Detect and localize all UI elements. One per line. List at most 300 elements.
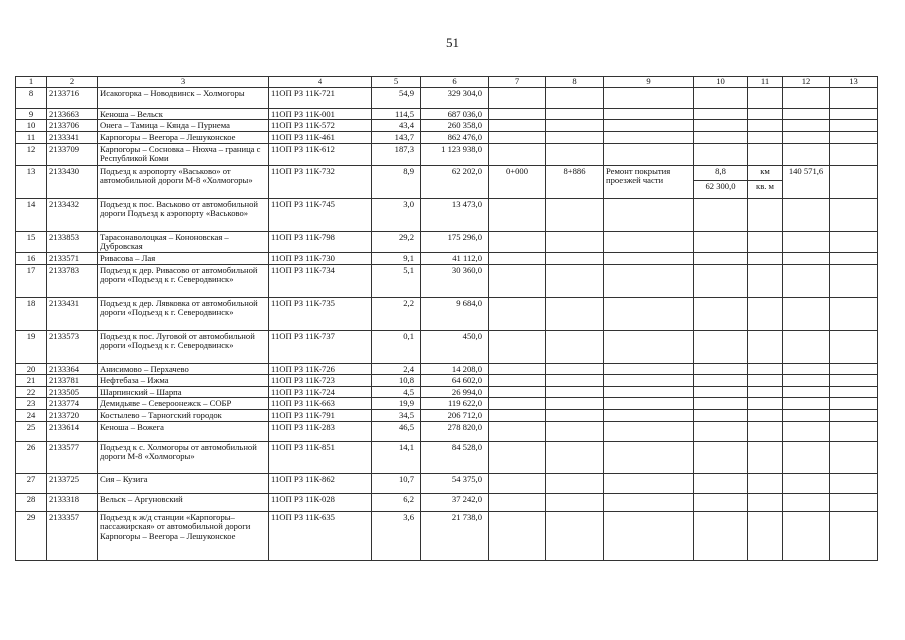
road-name: Исакогорка – Новодвинск – Холмогоры — [98, 87, 269, 108]
work-volume — [694, 231, 748, 252]
note — [830, 120, 878, 132]
road-length: 5,1 — [372, 264, 421, 297]
end-km — [546, 87, 604, 108]
work-unit — [748, 441, 783, 473]
work-cost — [783, 198, 830, 231]
end-km — [546, 511, 604, 560]
column-header: 5 — [372, 77, 421, 88]
work-volume-sqm: 62 300,0 — [694, 180, 747, 192]
work-unit — [748, 108, 783, 120]
road-code: 2133364 — [47, 363, 98, 375]
work-cost: 140 571,6 — [783, 165, 830, 198]
work-volume — [694, 252, 748, 264]
note — [830, 131, 878, 143]
work-cost — [783, 252, 830, 264]
row-number: 29 — [16, 511, 47, 560]
road-value: 13 473,0 — [421, 198, 489, 231]
table-row — [16, 375, 878, 387]
road-code: 2133709 — [47, 143, 98, 165]
work-volume — [694, 131, 748, 143]
road-code: 2133720 — [47, 409, 98, 421]
road-id: 11ОП РЗ 11К-745 — [269, 198, 372, 231]
road-name: Нефтебаза – Ижма — [98, 375, 269, 387]
work-volume — [694, 198, 748, 231]
row-number: 8 — [16, 87, 47, 108]
road-id: 11ОП РЗ 11К-283 — [269, 421, 372, 441]
road-length: 3,0 — [372, 198, 421, 231]
work-type — [604, 386, 694, 398]
work-type — [604, 231, 694, 252]
note — [830, 409, 878, 421]
column-header: 7 — [489, 77, 546, 88]
work-unit — [748, 386, 783, 398]
road-id: 11ОП РЗ 11К-732 — [269, 165, 372, 198]
row-number: 21 — [16, 375, 47, 387]
work-unit — [748, 87, 783, 108]
note — [830, 386, 878, 398]
work-cost — [783, 264, 830, 297]
end-km — [546, 231, 604, 252]
work-unit — [748, 143, 783, 165]
column-header: 13 — [830, 77, 878, 88]
end-km — [546, 143, 604, 165]
work-volume — [694, 120, 748, 132]
road-length: 9,1 — [372, 252, 421, 264]
column-header: 6 — [421, 77, 489, 88]
road-value: 54 375,0 — [421, 473, 489, 493]
road-name: Подъезд к дер. Лявковка от автомобильной дороги «Подъезд к г. Северодвинск» — [98, 297, 269, 330]
work-type — [604, 473, 694, 493]
end-km — [546, 398, 604, 410]
work-type — [604, 441, 694, 473]
road-id: 11ОП РЗ 11К-730 — [269, 252, 372, 264]
work-type — [604, 252, 694, 264]
road-value: 26 994,0 — [421, 386, 489, 398]
road-name: Подъезд к пос. Луговой от автомобильной дороги «Подъезд к г. Северодвинск» — [98, 330, 269, 363]
column-header: 11 — [748, 77, 783, 88]
start-km — [489, 473, 546, 493]
row-number: 16 — [16, 252, 47, 264]
work-unit — [748, 473, 783, 493]
note — [830, 473, 878, 493]
road-id: 11ОП РЗ 11К-028 — [269, 493, 372, 511]
start-km — [489, 398, 546, 410]
work-unit — [748, 421, 783, 441]
row-number: 12 — [16, 143, 47, 165]
road-id: 11ОП РЗ 11К-612 — [269, 143, 372, 165]
end-km — [546, 330, 604, 363]
road-id: 11ОП РЗ 11К-862 — [269, 473, 372, 493]
note — [830, 143, 878, 165]
work-volume — [694, 143, 748, 165]
road-name: Ривасова – Лая — [98, 252, 269, 264]
work-volume — [694, 165, 748, 198]
work-cost — [783, 398, 830, 410]
work-unit — [748, 297, 783, 330]
row-number: 25 — [16, 421, 47, 441]
road-code: 2133432 — [47, 198, 98, 231]
road-length: 19,9 — [372, 398, 421, 410]
work-cost — [783, 143, 830, 165]
road-length: 6,2 — [372, 493, 421, 511]
start-km — [489, 330, 546, 363]
work-type — [604, 264, 694, 297]
note — [830, 398, 878, 410]
work-type — [604, 511, 694, 560]
road-length: 3,6 — [372, 511, 421, 560]
table-row — [16, 143, 878, 165]
table-row — [16, 330, 878, 363]
road-code: 2133725 — [47, 473, 98, 493]
note — [830, 493, 878, 511]
work-volume-km: 8,8 — [715, 165, 726, 176]
road-value: 84 528,0 — [421, 441, 489, 473]
table-row — [16, 120, 878, 132]
road-value: 206 712,0 — [421, 409, 489, 421]
work-type — [604, 120, 694, 132]
row-number: 19 — [16, 330, 47, 363]
work-volume — [694, 375, 748, 387]
work-unit — [748, 330, 783, 363]
road-value: 37 242,0 — [421, 493, 489, 511]
row-number: 24 — [16, 409, 47, 421]
end-km — [546, 441, 604, 473]
work-cost — [783, 120, 830, 132]
road-length: 54,9 — [372, 87, 421, 108]
road-code: 2133774 — [47, 398, 98, 410]
road-id: 11ОП РЗ 11К-461 — [269, 131, 372, 143]
road-length: 187,3 — [372, 143, 421, 165]
road-length: 143,7 — [372, 131, 421, 143]
road-id: 11ОП РЗ 11К-726 — [269, 363, 372, 375]
end-km — [546, 421, 604, 441]
note — [830, 108, 878, 120]
work-type — [604, 330, 694, 363]
road-value: 862 476,0 — [421, 131, 489, 143]
table-row — [16, 409, 878, 421]
road-name: Кеноша – Вельск — [98, 108, 269, 120]
work-volume — [694, 421, 748, 441]
road-code: 2133614 — [47, 421, 98, 441]
column-header: 4 — [269, 77, 372, 88]
road-code: 2133783 — [47, 264, 98, 297]
table-row — [16, 198, 878, 231]
road-code: 2133781 — [47, 375, 98, 387]
road-length: 114,5 — [372, 108, 421, 120]
end-km — [546, 363, 604, 375]
end-km — [546, 131, 604, 143]
road-name: Подъезд к пос. Васьково от автомобильной дороги Подъезд к аэропорту «Васьково» — [98, 198, 269, 231]
road-value: 260 358,0 — [421, 120, 489, 132]
road-name: Анисимово – Перхачево — [98, 363, 269, 375]
start-km — [489, 493, 546, 511]
road-value: 30 360,0 — [421, 264, 489, 297]
work-volume — [694, 264, 748, 297]
road-id: 11ОП РЗ 11К-001 — [269, 108, 372, 120]
note — [830, 87, 878, 108]
work-cost — [783, 409, 830, 421]
end-km — [546, 409, 604, 421]
table-row — [16, 386, 878, 398]
road-value: 9 684,0 — [421, 297, 489, 330]
road-value: 119 622,0 — [421, 398, 489, 410]
work-unit — [748, 131, 783, 143]
road-value: 278 820,0 — [421, 421, 489, 441]
work-cost — [783, 231, 830, 252]
road-id: 11ОП РЗ 11К-737 — [269, 330, 372, 363]
work-unit — [748, 493, 783, 511]
road-value: 329 304,0 — [421, 87, 489, 108]
work-unit — [748, 511, 783, 560]
road-value: 450,0 — [421, 330, 489, 363]
road-code: 2133577 — [47, 441, 98, 473]
road-name: Карпогоры – Веегора – Лешуконское — [98, 131, 269, 143]
note — [830, 252, 878, 264]
note — [830, 330, 878, 363]
road-value: 64 602,0 — [421, 375, 489, 387]
road-code: 2133505 — [47, 386, 98, 398]
road-code: 2133706 — [47, 120, 98, 132]
start-km — [489, 409, 546, 421]
start-km — [489, 87, 546, 108]
road-length: 2,4 — [372, 363, 421, 375]
note — [830, 511, 878, 560]
end-km — [546, 493, 604, 511]
work-volume — [694, 386, 748, 398]
road-length: 14,1 — [372, 441, 421, 473]
work-volume — [694, 330, 748, 363]
end-km — [546, 120, 604, 132]
work-type — [604, 493, 694, 511]
work-type — [604, 131, 694, 143]
road-name: Карпогоры – Сосновка – Нюхча – граница с Республикой Коми — [98, 143, 269, 165]
end-km — [546, 264, 604, 297]
road-value: 41 112,0 — [421, 252, 489, 264]
work-unit — [748, 375, 783, 387]
road-value: 21 738,0 — [421, 511, 489, 560]
note — [830, 297, 878, 330]
start-km — [489, 231, 546, 252]
row-number: 18 — [16, 297, 47, 330]
column-header: 1 — [16, 77, 47, 88]
end-km — [546, 198, 604, 231]
road-value: 687 036,0 — [421, 108, 489, 120]
table-row — [16, 493, 878, 511]
row-number: 13 — [16, 165, 47, 198]
row-number: 17 — [16, 264, 47, 297]
work-volume — [694, 87, 748, 108]
work-volume — [694, 297, 748, 330]
road-length: 10,8 — [372, 375, 421, 387]
road-name: Демидьяве – Североонежск – СОБР — [98, 398, 269, 410]
road-name: Кеноша – Вожега — [98, 421, 269, 441]
road-id: 11ОП РЗ 11К-735 — [269, 297, 372, 330]
road-length: 43,4 — [372, 120, 421, 132]
table-row — [16, 441, 878, 473]
road-id: 11ОП РЗ 11К-734 — [269, 264, 372, 297]
road-id: 11ОП РЗ 11К-798 — [269, 231, 372, 252]
work-volume — [694, 108, 748, 120]
work-cost — [783, 493, 830, 511]
note — [830, 231, 878, 252]
work-unit-km: км — [760, 165, 770, 176]
work-type — [604, 297, 694, 330]
road-id: 11ОП РЗ 11К-791 — [269, 409, 372, 421]
end-km — [546, 473, 604, 493]
start-km — [489, 120, 546, 132]
work-unit — [748, 363, 783, 375]
row-number: 26 — [16, 441, 47, 473]
road-id: 11ОП РЗ 11К-724 — [269, 386, 372, 398]
start-km — [489, 252, 546, 264]
work-cost — [783, 386, 830, 398]
start-km: 0+000 — [489, 165, 546, 198]
work-cost — [783, 421, 830, 441]
start-km — [489, 264, 546, 297]
table-row — [16, 421, 878, 441]
work-type: Ремонт покрытия проезжей части — [604, 165, 694, 198]
note — [830, 165, 878, 198]
table-row — [16, 165, 878, 198]
end-km — [546, 375, 604, 387]
work-cost — [783, 473, 830, 493]
table-row — [16, 131, 878, 143]
work-cost — [783, 131, 830, 143]
road-code: 2133716 — [47, 87, 98, 108]
road-value: 175 296,0 — [421, 231, 489, 252]
work-unit — [748, 198, 783, 231]
work-type — [604, 198, 694, 231]
column-header: 10 — [694, 77, 748, 88]
road-code: 2133431 — [47, 297, 98, 330]
end-km: 8+886 — [546, 165, 604, 198]
start-km — [489, 363, 546, 375]
table-row — [16, 511, 878, 560]
work-cost — [783, 297, 830, 330]
work-unit-sqm: кв. м — [748, 180, 782, 192]
note — [830, 198, 878, 231]
road-value: 1 123 938,0 — [421, 143, 489, 165]
row-number: 11 — [16, 131, 47, 143]
work-volume — [694, 473, 748, 493]
page-number: 51 — [446, 35, 459, 50]
road-value: 14 208,0 — [421, 363, 489, 375]
road-length: 2,2 — [372, 297, 421, 330]
end-km — [546, 297, 604, 330]
row-number: 14 — [16, 198, 47, 231]
work-cost — [783, 375, 830, 387]
end-km — [546, 252, 604, 264]
work-volume — [694, 511, 748, 560]
road-id: 11ОП РЗ 11К-635 — [269, 511, 372, 560]
table-row — [16, 264, 878, 297]
row-number: 15 — [16, 231, 47, 252]
end-km — [546, 108, 604, 120]
road-length: 0,1 — [372, 330, 421, 363]
work-volume — [694, 493, 748, 511]
road-code: 2133318 — [47, 493, 98, 511]
road-length: 4,5 — [372, 386, 421, 398]
row-number: 20 — [16, 363, 47, 375]
end-km — [546, 386, 604, 398]
road-length: 29,2 — [372, 231, 421, 252]
note — [830, 264, 878, 297]
table-row — [16, 231, 878, 252]
start-km — [489, 198, 546, 231]
road-code: 2133341 — [47, 131, 98, 143]
work-cost — [783, 87, 830, 108]
road-id: 11ОП РЗ 11К-851 — [269, 441, 372, 473]
road-code: 2133357 — [47, 511, 98, 560]
work-unit — [748, 165, 783, 198]
road-id: 11ОП РЗ 11К-723 — [269, 375, 372, 387]
work-volume — [694, 363, 748, 375]
work-type — [604, 421, 694, 441]
column-header: 12 — [783, 77, 830, 88]
road-name: Тарасонаволоцкая – Кононовская – Дубровская — [98, 231, 269, 252]
row-number: 10 — [16, 120, 47, 132]
column-header: 2 — [47, 77, 98, 88]
work-cost — [783, 108, 830, 120]
work-type — [604, 363, 694, 375]
table-row — [16, 87, 878, 108]
road-id: 11ОП РЗ 11К-721 — [269, 87, 372, 108]
road-length: 34,5 — [372, 409, 421, 421]
work-unit — [748, 264, 783, 297]
road-name: Подъезд к с. Холмогоры от автомобильной дороги М-8 «Холмогоры» — [98, 441, 269, 473]
table-row — [16, 473, 878, 493]
road-register-table — [15, 76, 878, 561]
work-cost — [783, 330, 830, 363]
work-unit — [748, 409, 783, 421]
work-cost — [783, 441, 830, 473]
column-header: 8 — [546, 77, 604, 88]
start-km — [489, 511, 546, 560]
note — [830, 363, 878, 375]
road-length: 10,7 — [372, 473, 421, 493]
work-cost — [783, 363, 830, 375]
road-name: Шарпинский – Шарпа — [98, 386, 269, 398]
road-name: Сия – Кузига — [98, 473, 269, 493]
work-cost — [783, 511, 830, 560]
road-length: 8,9 — [372, 165, 421, 198]
work-unit — [748, 398, 783, 410]
road-name: Онега – Тамица – Кянда – Пурнема — [98, 120, 269, 132]
road-name: Подъезд к дер. Ривасово от автомобильной дороги «Подъезд к г. Северодвинск» — [98, 264, 269, 297]
work-type — [604, 409, 694, 421]
note — [830, 375, 878, 387]
road-name: Вельск – Аргуновский — [98, 493, 269, 511]
work-type — [604, 143, 694, 165]
road-id: 11ОП РЗ 11К-663 — [269, 398, 372, 410]
note — [830, 421, 878, 441]
work-unit — [748, 231, 783, 252]
start-km — [489, 108, 546, 120]
row-number: 22 — [16, 386, 47, 398]
road-code: 2133663 — [47, 108, 98, 120]
row-number: 28 — [16, 493, 47, 511]
work-type — [604, 398, 694, 410]
start-km — [489, 131, 546, 143]
start-km — [489, 375, 546, 387]
start-km — [489, 143, 546, 165]
table-row — [16, 252, 878, 264]
road-code: 2133853 — [47, 231, 98, 252]
work-unit — [748, 252, 783, 264]
road-code: 2133571 — [47, 252, 98, 264]
start-km — [489, 386, 546, 398]
work-type — [604, 87, 694, 108]
